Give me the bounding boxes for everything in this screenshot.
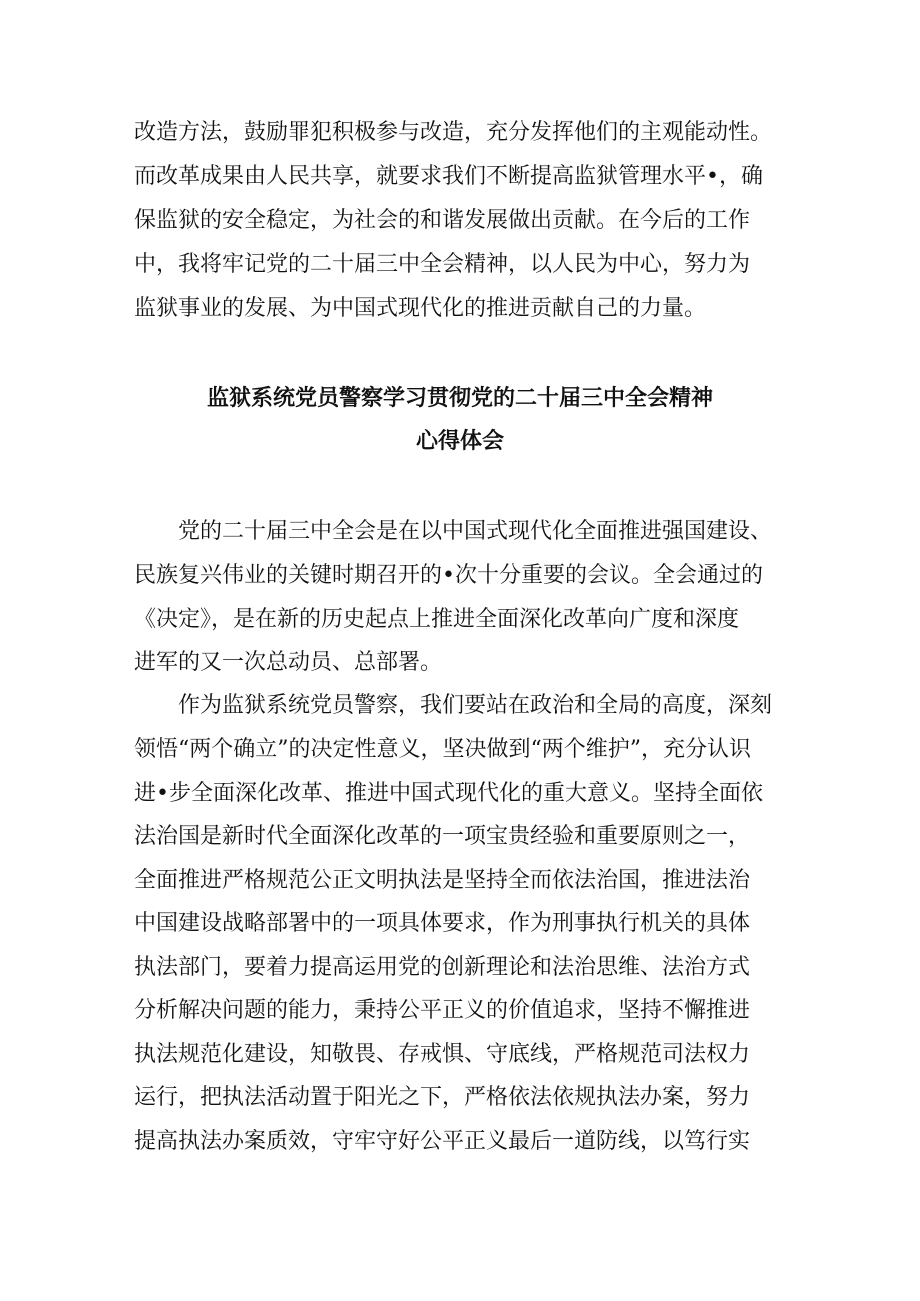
continuation-line-1: 改造方法，鼓励罪犯积极参与改造，充分发挥他们的主观能动性。	[134, 120, 773, 145]
paragraph-2-line-5: 全面推进严格规范公正文明执法是坚持全而依法治国，推进法治	[134, 868, 751, 893]
paragraph-1-line-3: 《决定》，是在新的历史起点上推进全面深化改革向广度和深度	[134, 607, 740, 632]
paragraph-2-line-1: 作为监狱系统党员警察，我们要站在政治和全局的高度，深刻	[178, 693, 773, 718]
paragraph-2-line-2: 领悟“两个确立”的决定性意义，坚决做到“两个维护”，充分认识	[134, 737, 751, 762]
paragraph-1-line-1: 党的二十届三中全会是在以中国式现代化全面推进强国建设、	[178, 519, 773, 544]
paragraph-2-line-4: 法治国是新时代全面深化改革的一项宝贵经验和重要原则之一，	[134, 824, 751, 849]
article-title-line-1: 监狱系统党员警察学习贯彻党的二十届三中全会精神	[206, 386, 713, 411]
paragraph-2-line-9: 执法规范化建设，知敬畏、存戒惧、守底线，严格规范司法权力	[134, 1042, 751, 1067]
continuation-line-4: 中，我将牢记党的二十届三中全会精神，以人民为中心，努力为	[134, 252, 751, 277]
paragraph-1-line-2: 民族复兴伟业的关键时期召开的•次十分重要的会议。全会通过的	[134, 563, 763, 588]
continuation-line-3: 保监狱的安全稳定，为社会的和谐发展做出贡献。在今后的工作	[134, 208, 751, 233]
paragraph-2-line-3: 进•步全面深化改革、推进中国式现代化的重大意义。坚持全面依	[134, 781, 763, 806]
paragraph-2-line-10: 运行，把执法活动置于阳光之下，严格依法依规执法办案，努力	[134, 1085, 751, 1110]
paragraph-1-line-4: 进军的又一次总动员、总部署。	[134, 650, 443, 675]
paragraph-2-line-8: 分析解决问题的能力，秉持公平正义的价值追求，坚持不懈推进	[134, 998, 751, 1023]
paragraph-2-line-6: 中国建设战略部署中的一项具体要求，作为刑事执行机关的具体	[134, 911, 751, 936]
paragraph-2-line-7: 执法部门，要着力提高运用党的创新理论和法治思维、法治方式	[134, 955, 751, 980]
continuation-line-2: 而改革成果由人民共享，就要求我们不断提高监狱管理水平•，确	[134, 164, 763, 189]
article-title-line-2: 心得体会	[415, 429, 504, 454]
continuation-line-5: 监狱事业的发展、为中国式现代化的推进贡献自己的力量。	[134, 296, 707, 321]
paragraph-2-line-11: 提高执法办案质效，守牢守好公平正义最后一道防线，以笃行实	[134, 1129, 751, 1154]
